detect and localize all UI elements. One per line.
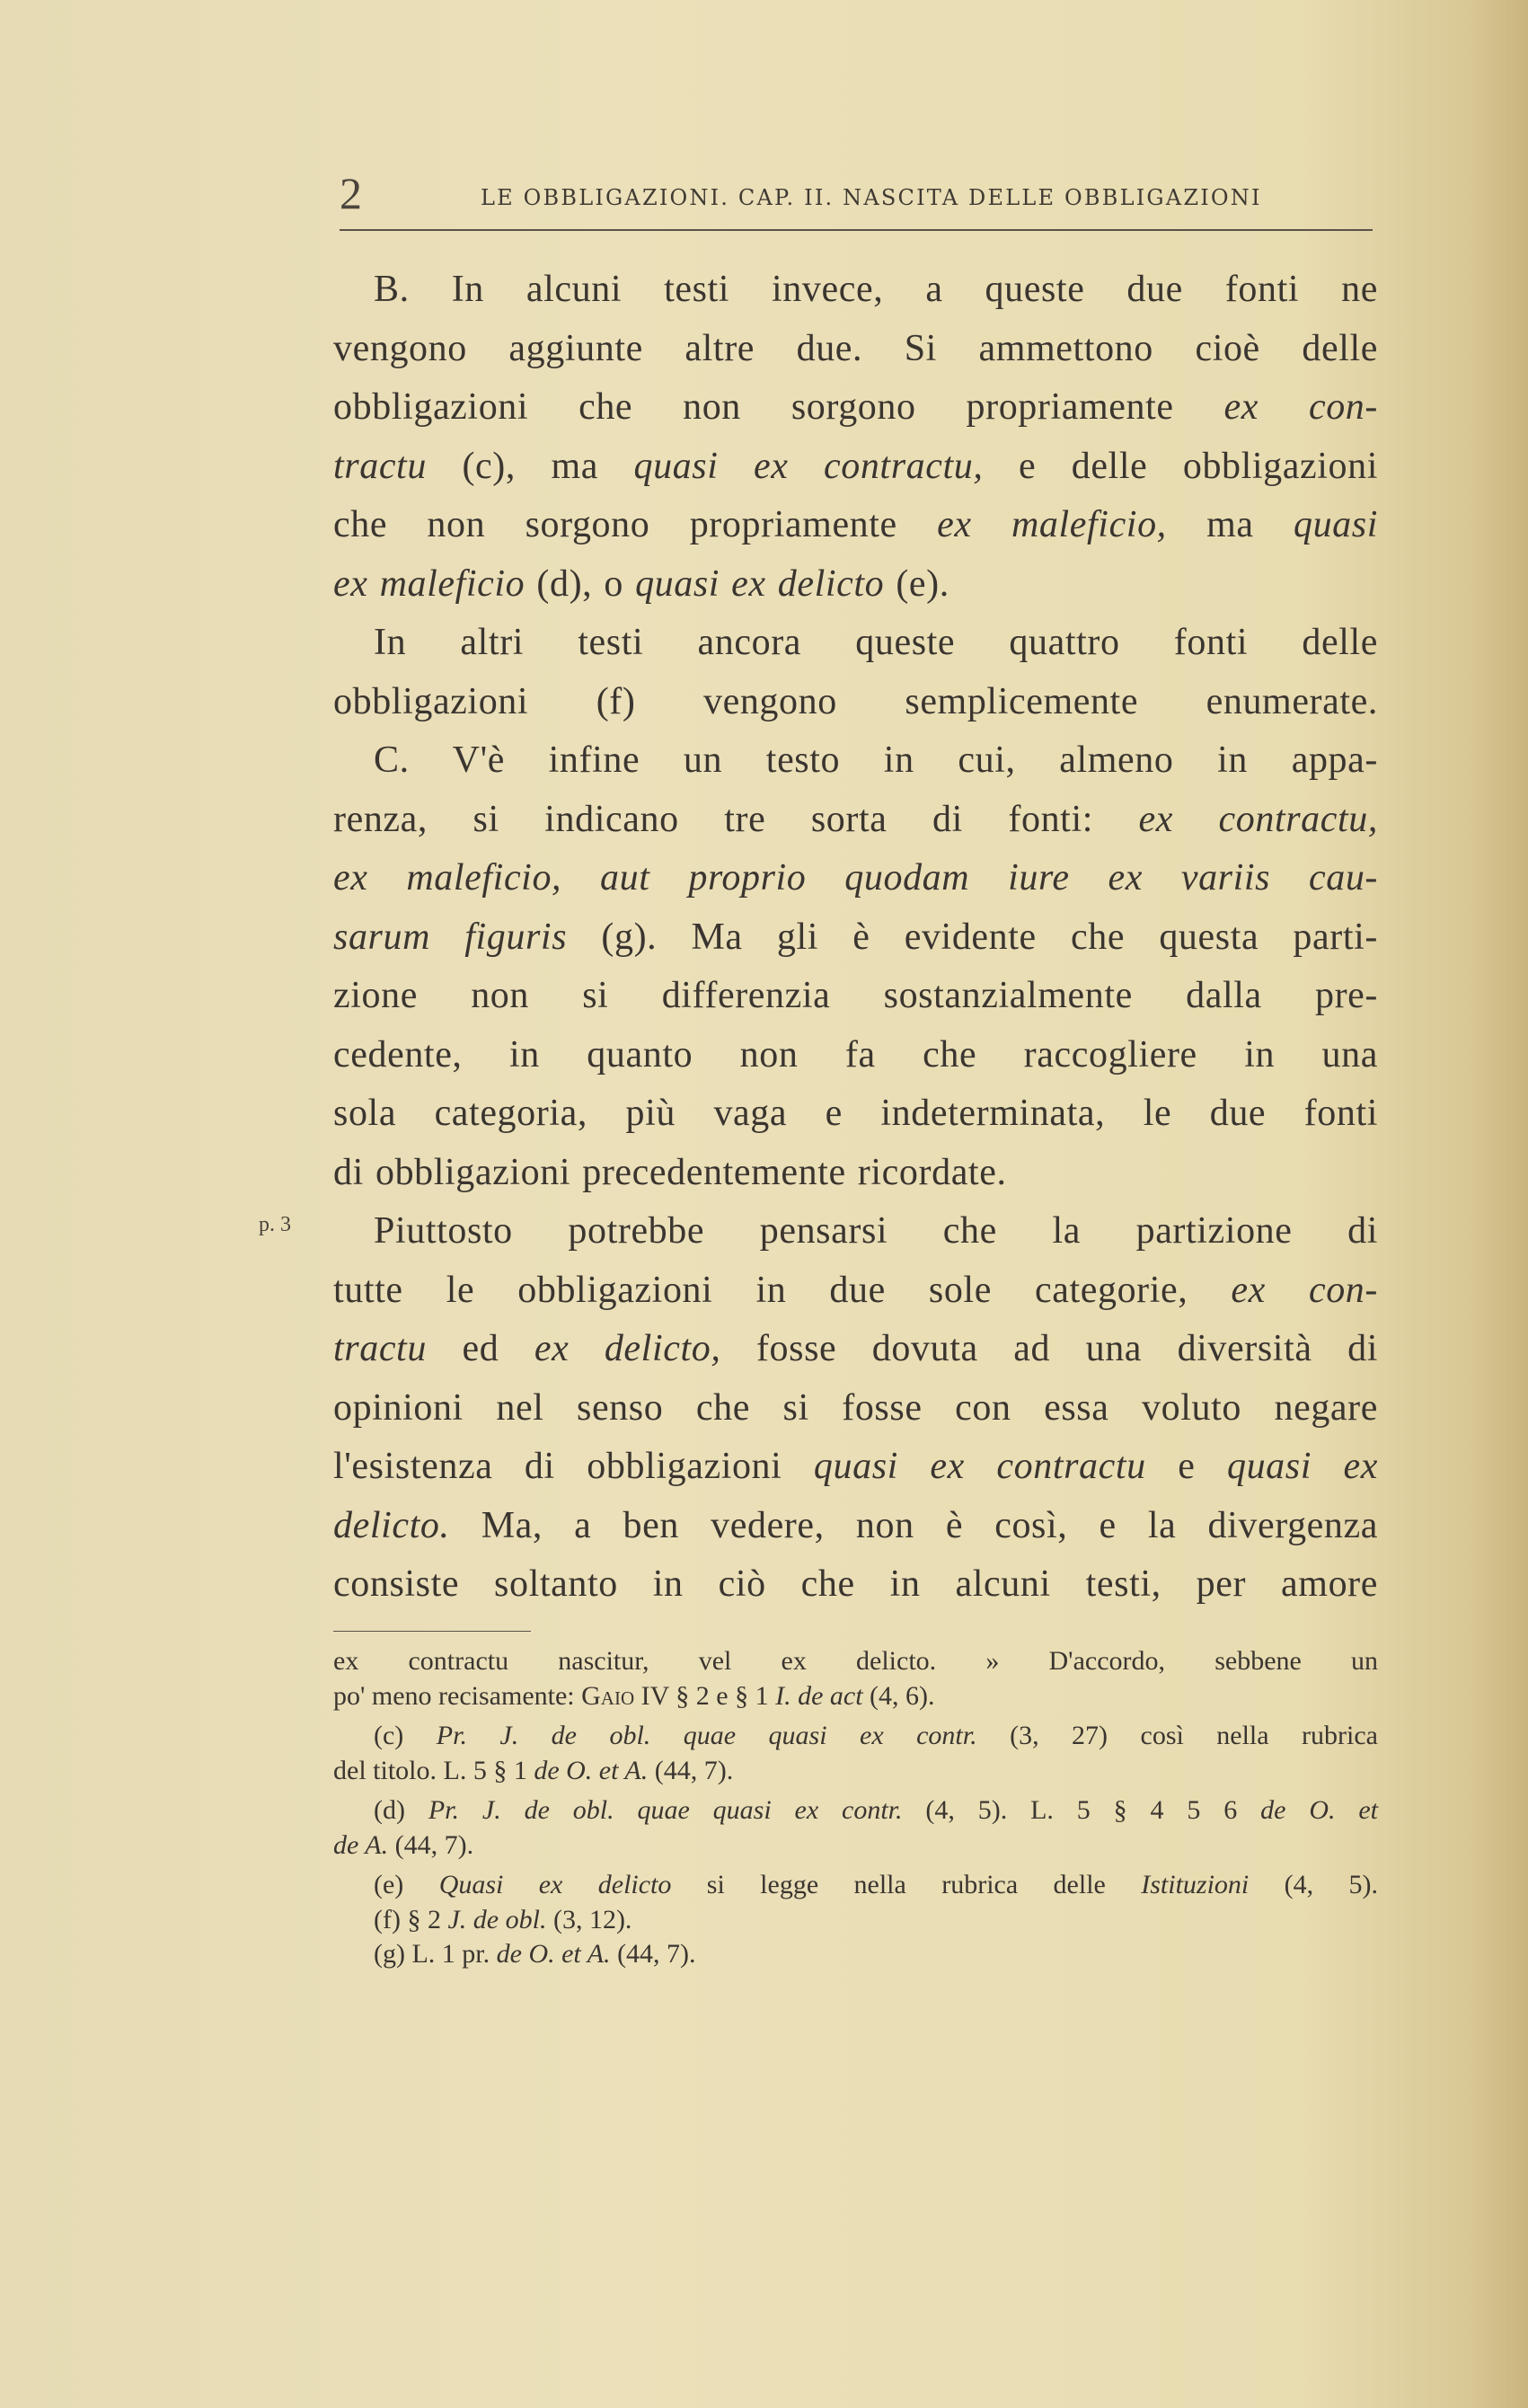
text-run: renza, si indicano tre sorta di fonti: <box>333 798 1139 840</box>
text-run: e <box>1145 1446 1227 1487</box>
italic-text: ex con- <box>1231 1269 1378 1311</box>
italic-text: tractu <box>333 445 427 487</box>
text-run: (e) <box>374 1870 439 1899</box>
italic-text: quasi ex delicto <box>635 562 885 605</box>
text-run: (g). Ma gli è evidente che questa parti- <box>567 916 1378 958</box>
body-line <box>333 791 1378 850</box>
italic-text: sarum figuris <box>333 916 568 958</box>
italic-text: Quasi ex delicto <box>438 1870 672 1899</box>
italic-text: de O. et <box>1260 1795 1379 1825</box>
body-line <box>333 1084 1378 1144</box>
text-run: ed <box>426 1328 534 1369</box>
italic-text: de A. <box>333 1829 389 1860</box>
running-title: LE OBBLIGAZIONI. CAP. II. NASCITA DELLE OBBLIGAZIONI <box>481 185 1262 210</box>
footnote-line <box>333 1868 1378 1903</box>
text-run: (44, 7). <box>388 1829 474 1860</box>
footnote-line <box>333 1644 1378 1679</box>
footnote-line <box>333 1754 1378 1789</box>
body-line <box>333 496 1378 555</box>
italic-text: quasi ex <box>1226 1446 1378 1487</box>
footnote-separator <box>333 1631 531 1632</box>
footnote-line <box>333 1937 1378 1972</box>
italic-text: ex maleficio, <box>937 504 1167 545</box>
italic-text: quasi ex contractu <box>813 1446 1146 1487</box>
body-line <box>333 1144 1378 1203</box>
text-run: C. V'è infine un testo in cui, almeno in appa- <box>374 739 1378 781</box>
text-run: (g) L. 1 pr. <box>374 1939 497 1969</box>
text-run: si legge nella rubrica delle <box>671 1870 1142 1899</box>
italic-text: J. de obl. <box>447 1904 547 1934</box>
body-line <box>333 320 1378 379</box>
body-line <box>333 1555 1378 1615</box>
body-line <box>333 261 1378 320</box>
text-run: consiste soltanto in ciò che in alcuni testi, per amore <box>333 1563 1378 1605</box>
text-run: obbligazioni (f) vengono semplicemente enumerate. <box>333 680 1378 722</box>
page-number: 2 <box>340 168 362 218</box>
text-run: ex contractu nascitur, vel ex delicto. » D'accordo, sebbene un <box>333 1646 1378 1676</box>
footnote-line <box>333 1679 1378 1714</box>
text-run: (d) <box>374 1795 428 1825</box>
italic-text: ex delicto, <box>534 1328 721 1369</box>
body-line <box>333 908 1378 968</box>
footnote-line <box>333 1903 1378 1938</box>
text-run: del titolo. L. 5 § 1 <box>333 1755 534 1785</box>
text-run: Ma, a ben vedere, non è così, e la divergenza <box>449 1504 1378 1546</box>
text-run: B. In alcuni testi invece, a queste due fonti ne <box>374 269 1378 310</box>
body-text <box>333 261 1378 1615</box>
text-run: (44, 7). <box>610 1939 696 1969</box>
text-run: (3, 12). <box>546 1904 632 1934</box>
text-run: (4, 5). L. 5 § 4 5 6 <box>902 1795 1261 1825</box>
text-run: che non sorgono propriamente <box>333 504 938 545</box>
text-run: (44, 7). <box>648 1755 734 1785</box>
body-line <box>333 1379 1378 1439</box>
text-run: vengono aggiunte altre due. Si ammettono cioè delle <box>333 327 1378 369</box>
text-run: (c), ma <box>426 445 634 487</box>
body-line <box>333 555 1378 615</box>
text-run: l'esistenza di obbligazioni <box>333 1446 814 1487</box>
text-run: (e). <box>884 562 949 605</box>
text-run: (d), o <box>525 562 636 605</box>
body-line <box>333 1320 1378 1379</box>
body-line <box>333 1026 1378 1085</box>
text-run: fosse dovuta ad una diversità di <box>720 1328 1378 1369</box>
body-line <box>333 1202 1378 1262</box>
text-run: Gaio <box>581 1680 635 1711</box>
italic-text: quasi <box>1293 504 1378 545</box>
text-run: opinioni nel senso che si fosse con essa voluto negare <box>333 1386 1378 1429</box>
italic-text: ex maleficio, aut proprio quodam iure ex variis cau- <box>333 857 1378 899</box>
italic-text: delicto. <box>333 1504 450 1546</box>
body-line <box>333 1262 1378 1321</box>
text-run: po' meno recisamente: <box>333 1680 582 1711</box>
italic-text: de O. et A. <box>534 1755 649 1785</box>
body-line <box>333 849 1378 908</box>
text-run: tutte le obbligazioni in due sole categorie, <box>333 1269 1232 1311</box>
italic-text: Pr. J. de obl. quae quasi ex contr. <box>436 1721 977 1750</box>
body-line <box>333 1438 1378 1497</box>
text-run: (c) <box>374 1721 437 1750</box>
text-run: (3, 27) così nella rubrica <box>976 1721 1378 1750</box>
italic-text: ex contractu, <box>1138 798 1378 840</box>
body-line <box>333 967 1378 1026</box>
body-line <box>333 614 1378 673</box>
italic-text: quasi ex contractu, <box>633 445 984 487</box>
footnote-line <box>333 1719 1378 1754</box>
footnote-line <box>333 1828 1378 1864</box>
text-run: cedente, in quanto non fa che raccogliere in una <box>333 1033 1378 1076</box>
italic-text: Pr. J. de obl. quae quasi ex contr. <box>428 1795 903 1825</box>
italic-text: tractu <box>333 1328 427 1369</box>
italic-text: ex maleficio <box>333 562 526 605</box>
text-run: In altri testi ancora queste quattro fonti delle <box>374 622 1378 663</box>
body-line <box>333 1497 1378 1556</box>
header-rule <box>340 229 1373 231</box>
footnotes <box>333 1644 1378 1972</box>
italic-text: Istituzioni <box>1141 1870 1250 1899</box>
text-run: sola categoria, più vaga e indeterminata, le due fonti <box>333 1093 1378 1134</box>
body-line <box>333 673 1378 732</box>
text-run: (4, 6). <box>862 1680 935 1711</box>
margin-page-reference: p. 3 <box>259 1213 291 1236</box>
body-line <box>333 438 1378 497</box>
italic-text: de O. et A. <box>496 1939 611 1969</box>
text-run: e delle obbligazioni <box>983 445 1379 487</box>
text-run: di obbligazioni precedentemente ricordate. <box>333 1151 1007 1193</box>
text-run: (f) § 2 <box>374 1904 448 1934</box>
body-line <box>333 731 1378 791</box>
italic-text: ex con- <box>1223 386 1378 428</box>
italic-text: I. de act <box>775 1680 863 1711</box>
footnote-line <box>333 1793 1378 1828</box>
text-run: (4, 5). <box>1249 1870 1378 1899</box>
text-run: obbligazioni che non sorgono propriamente <box>333 386 1224 428</box>
text-run: Piuttosto potrebbe pensarsi che la partizione di <box>374 1210 1378 1252</box>
body-line <box>333 378 1378 438</box>
text-run: ma <box>1166 504 1294 545</box>
text-run: zione non si differenzia sostanzialmente dalla pre- <box>333 975 1378 1016</box>
text-run: IV § 2 e § 1 <box>634 1680 776 1711</box>
